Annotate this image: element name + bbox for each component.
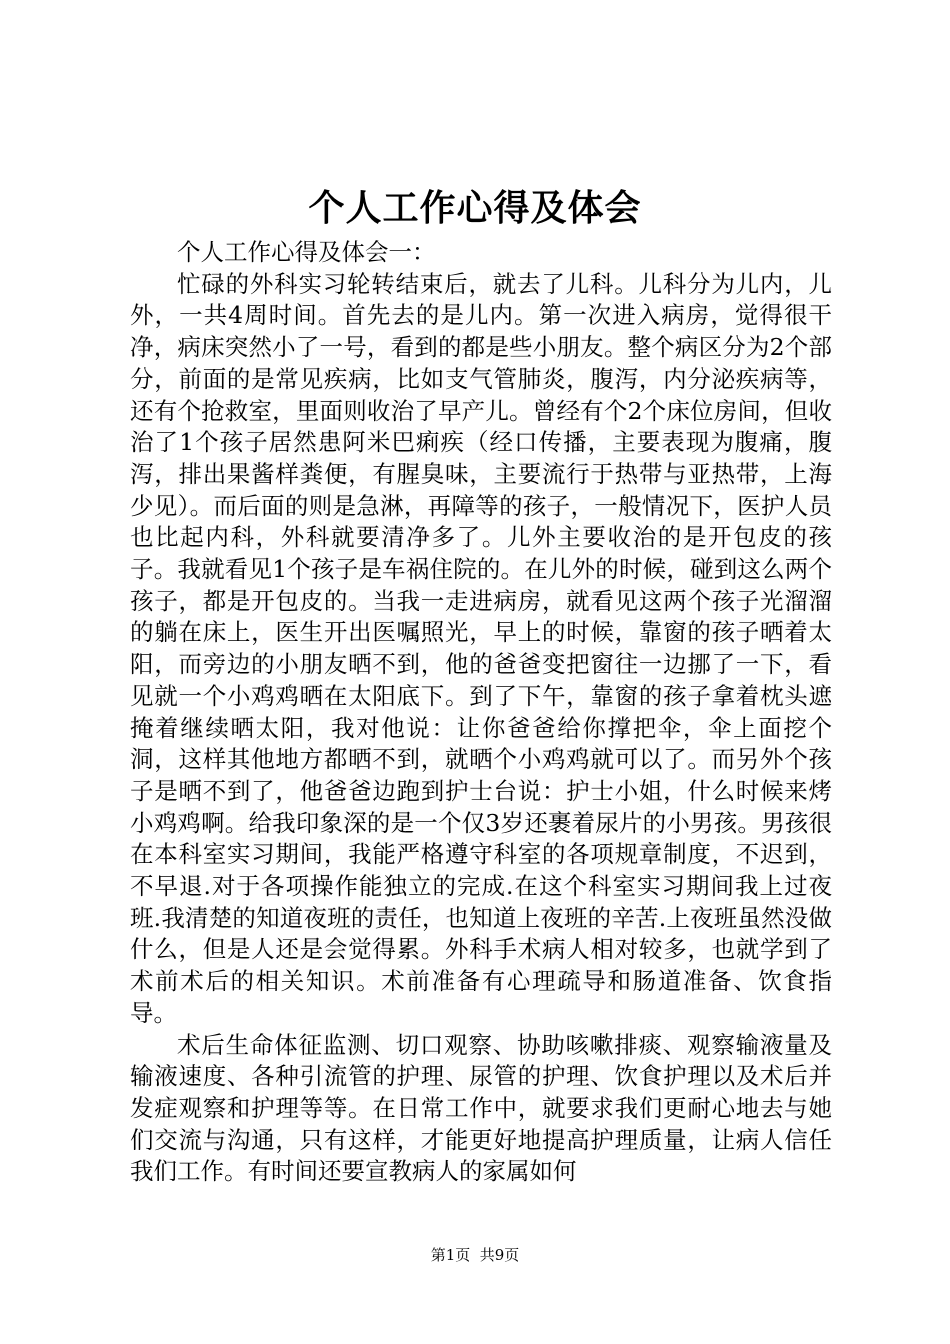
paragraph-intro: 个人工作心得及体会一：	[177, 238, 436, 266]
page-footer: 第1页 共9页	[430, 1246, 520, 1264]
paragraph-postop: 术后生命体征监测、切口观察、协助咳嗽排痰、观察输液量及输液速度、各种引流管的护理、尿管的护理、饮食护理以及术后并发症观察和护理等等。在日常工作中，就要求我们更耐心地去与她们交流与沟通，只有这样，才能更好地提高护理质量，让病人信任我们工作。有时间还要宣教病人的家属如何	[130, 1030, 832, 1186]
document-title: 个人工作心得及体会	[308, 187, 642, 229]
paragraph-main: 忙碌的外科实习轮转结束后，就去了儿科。儿科分为儿内，儿外，一共4周时间。首先去的是儿内。第一次进入病房，觉得很干净，病床突然小了一号，看到的都是些小朋友。整个病区分为2个部分，前面的是常见疾病，比如支气管肺炎，腹泻，内分泌疾病等，还有个抢救室，里面则收治了早产儿。曾经有个2个床位房间，但收治了1个孩子居然患阿米巴痢疾（经口传播，主要表现为腹痛，腹泻，排出果酱样粪便，有腥臭味，主要流行于热带与亚热带，上海少见）。而后面的则是急淋，再障等的孩子，一般情况下，医护人员也比起内科，外科就要清净多了。儿外主要收治的是开包皮的孩子。我就看见1个孩子是车祸住院的。在儿外的时候，碰到这么两个孩子，都是开包皮的。当我一走进病房，就看见这两个孩子光溜溜的躺在床上，医生开出医嘱照光，早上的时候，靠窗的孩子晒着太阳，而旁边的小朋友晒不到，他的爸爸变把窗往一边挪了一下，看见就一个小鸡鸡晒在太阳底下。到了下午，靠窗的孩子拿着枕头遮掩着继续晒太阳，我对他说：让你爸爸给你撑把伞，伞上面挖个洞，这样其他地方都晒不到，就晒个小鸡鸡就可以了。而另外个孩子是晒不到了，他爸爸边跑到护士台说：护士小姐，什么时候来烤小鸡鸡啊。给我印象深的是一个仅3岁还裹着尿片的小男孩。男孩很在本科室实习期间，我能严格遵守科室的各项规章制度，不迟到，不早退.对于各项操作能独立的完成.在这个科室实习期间我上过夜班.我清楚的知道夜班的责任，也知道上夜班的辛苦.上夜班虽然没做什么，但是人还是会觉得累。外科手术病人相对较多，也就学到了术前术后的相关知识。术前准备有心理疏导和肠道准备、饮食指导。	[130, 269, 832, 1027]
document-body	[130, 237, 832, 1188]
